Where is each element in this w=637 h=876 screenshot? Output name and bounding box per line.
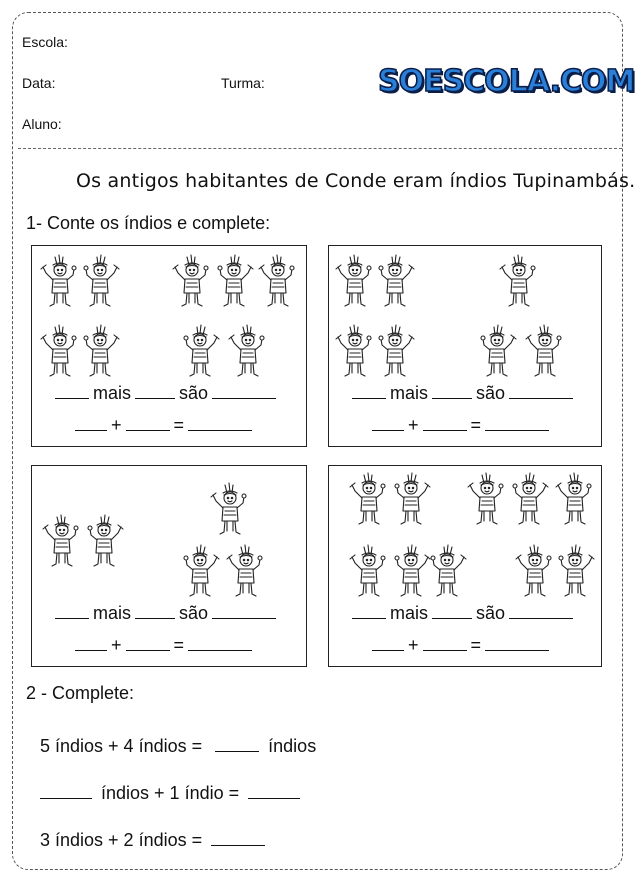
exercise-line-3 [40, 830, 269, 851]
question-2-title: 2 - Complete: [26, 683, 135, 703]
indian-child-figure-icon [556, 543, 596, 601]
blank[interactable] [212, 397, 276, 399]
turma-label: Turma: [221, 75, 265, 91]
blank[interactable] [188, 649, 252, 651]
blank[interactable] [352, 397, 386, 399]
indian-child-figure-icon [39, 323, 79, 381]
addition-sentence-1 [71, 415, 256, 436]
indian-child-figure-icon [514, 543, 554, 601]
blank[interactable] [188, 429, 252, 431]
indian-child-figure-icon [376, 253, 416, 311]
blank[interactable] [423, 649, 467, 651]
indian-child-figure-icon [498, 253, 538, 311]
count-sentence-4 [348, 603, 577, 624]
equals-sign: = [173, 415, 185, 435]
indian-child-figure-icon [181, 323, 221, 381]
indian-child-figure-icon [85, 513, 125, 571]
indian-child-figure-icon [510, 471, 550, 529]
question-1-title: 1- Conte os índios e complete: [26, 213, 271, 233]
blank[interactable] [135, 397, 175, 399]
indian-child-figure-icon [171, 253, 211, 311]
exercise-line-2 [40, 783, 304, 804]
aluno-label: Aluno: [22, 116, 62, 132]
indian-child-figure-icon [41, 513, 81, 571]
indian-child-figure-icon [81, 323, 121, 381]
blank[interactable] [352, 617, 386, 619]
addition-sentence-2 [368, 415, 553, 436]
exercise-3-text: 3 índios + 2 índios = [40, 830, 203, 850]
indian-child-figure-icon [215, 253, 255, 311]
blank[interactable] [212, 617, 276, 619]
data-label: Data: [22, 75, 56, 91]
sao-label: são [179, 383, 209, 403]
plus-sign: + [111, 415, 122, 435]
addition-sentence-4 [368, 635, 553, 656]
indian-child-figure-icon [348, 543, 388, 601]
sao-label: são [179, 603, 209, 623]
indian-child-figure-icon [392, 543, 432, 601]
mais-label: mais [93, 603, 132, 623]
exercise-1-suffix: índios [268, 736, 317, 756]
blank[interactable] [55, 617, 89, 619]
indian-child-figure-icon [524, 323, 564, 381]
blank[interactable] [126, 649, 170, 651]
mais-label: mais [390, 603, 429, 623]
header-divider [18, 148, 622, 149]
plus-sign: + [408, 415, 419, 435]
indian-child-figure-icon [466, 471, 506, 529]
sao-label: são [476, 383, 506, 403]
blank[interactable] [432, 397, 472, 399]
sao-label: são [476, 603, 506, 623]
exercise-2-blank-b[interactable] [248, 797, 300, 799]
indian-child-figure-icon [181, 543, 221, 601]
indian-child-figure-icon [225, 543, 265, 601]
blank[interactable] [135, 617, 175, 619]
count-sentence-3 [51, 603, 280, 624]
indian-child-figure-icon [39, 253, 79, 311]
blank[interactable] [485, 649, 549, 651]
count-sentence-1 [51, 383, 280, 404]
plus-sign: + [408, 635, 419, 655]
blank[interactable] [423, 429, 467, 431]
equals-sign: = [173, 635, 185, 655]
blank[interactable] [75, 649, 107, 651]
indian-child-figure-icon [376, 323, 416, 381]
indian-child-figure-icon [554, 471, 594, 529]
exercise-1-blank[interactable] [215, 750, 259, 752]
exercise-line-1 [40, 736, 316, 757]
exercise-3-blank[interactable] [211, 844, 265, 846]
blank[interactable] [126, 429, 170, 431]
indian-child-figure-icon [348, 471, 388, 529]
addition-sentence-3 [71, 635, 256, 656]
indian-child-figure-icon [428, 543, 468, 601]
soescola-logo: SOESCOLA.COM [378, 64, 635, 99]
blank[interactable] [509, 617, 573, 619]
blank[interactable] [372, 429, 404, 431]
exercise-2-blank-a[interactable] [40, 797, 92, 799]
count-sentence-2 [348, 383, 577, 404]
mais-label: mais [390, 383, 429, 403]
exercise-2-text: índios + 1 índio = [101, 783, 240, 803]
indian-child-figure-icon [257, 253, 297, 311]
plus-sign: + [111, 635, 122, 655]
blank[interactable] [432, 617, 472, 619]
indian-child-figure-icon [227, 323, 267, 381]
escola-label: Escola: [22, 34, 68, 50]
blank[interactable] [485, 429, 549, 431]
indian-child-figure-icon [334, 253, 374, 311]
indian-child-figure-icon [81, 253, 121, 311]
indian-child-figure-icon [478, 323, 518, 381]
indian-child-figure-icon [334, 323, 374, 381]
blank[interactable] [372, 649, 404, 651]
equals-sign: = [470, 415, 482, 435]
blank[interactable] [75, 429, 107, 431]
indian-child-figure-icon [209, 481, 249, 539]
intro-text: Os antigos habitantes de Conde eram índios Tupinambás. [76, 170, 636, 192]
indian-child-figure-icon [392, 471, 432, 529]
blank[interactable] [509, 397, 573, 399]
mais-label: mais [93, 383, 132, 403]
blank[interactable] [55, 397, 89, 399]
equals-sign: = [470, 635, 482, 655]
exercise-1-text: 5 índios + 4 índios = [40, 736, 203, 756]
